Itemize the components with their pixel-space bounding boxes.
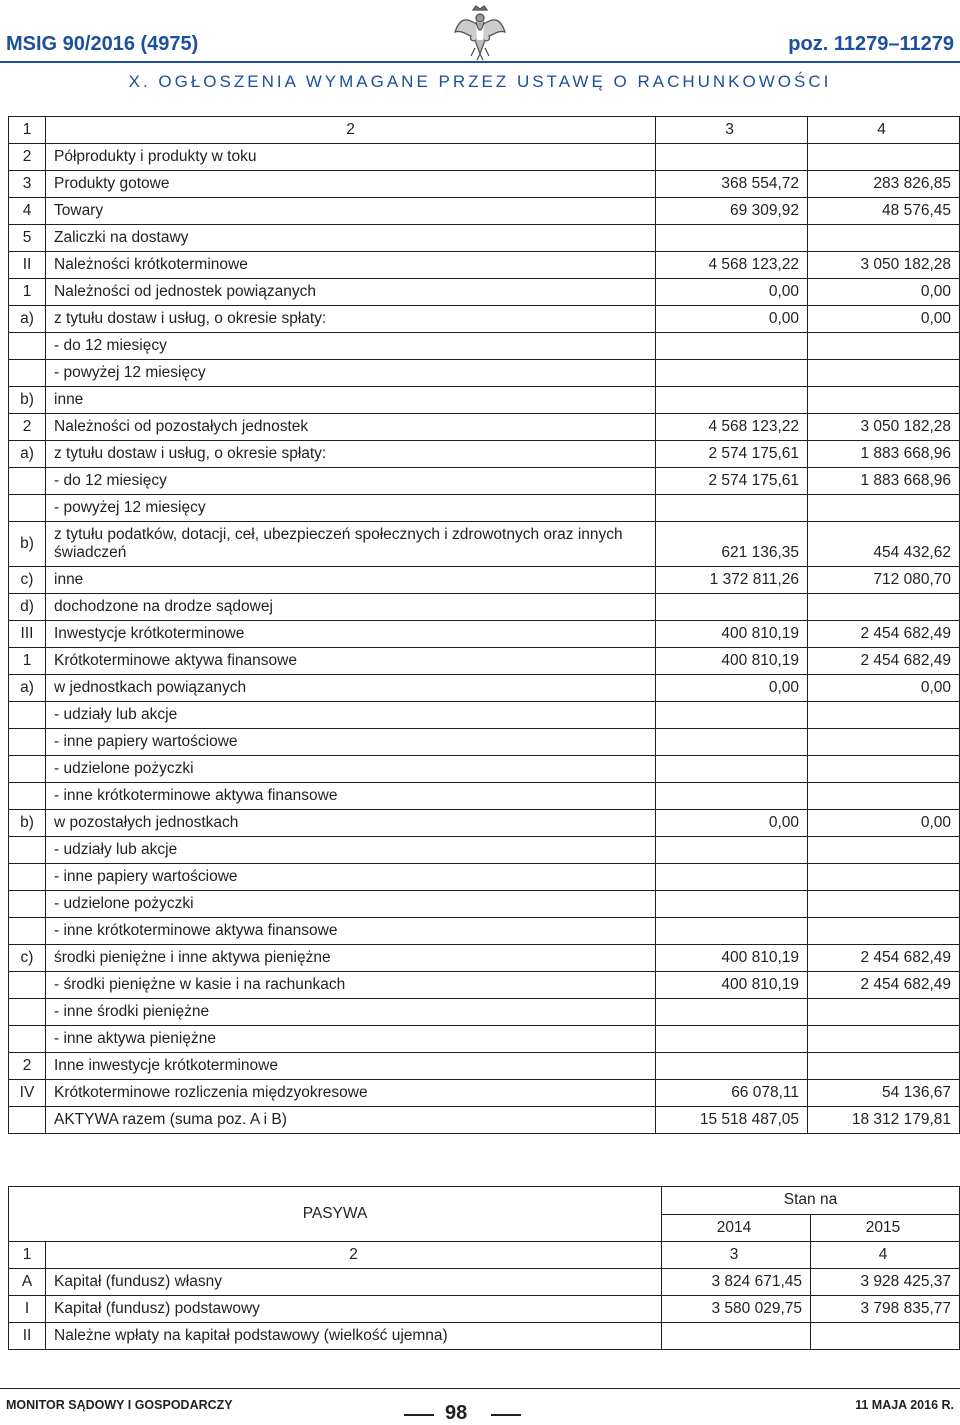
row-label-cell: - powyżej 12 miesięcy bbox=[46, 495, 656, 522]
row-index-cell: 3 bbox=[9, 171, 46, 198]
value-2015-cell bbox=[808, 864, 960, 891]
value-2014-cell: 1 372 811,26 bbox=[656, 567, 808, 594]
table-row bbox=[9, 864, 960, 891]
row-label-cell: Inwestycje krótkoterminowe bbox=[46, 621, 656, 648]
table-row bbox=[9, 252, 960, 279]
row-label-cell: - inne aktywa pieniężne bbox=[46, 1026, 656, 1053]
table-row bbox=[9, 756, 960, 783]
value-2014-cell bbox=[656, 864, 808, 891]
table-row bbox=[9, 441, 960, 468]
table-row bbox=[9, 144, 960, 171]
row-label-cell: Krótkoterminowe rozliczenia międzyokresowe bbox=[46, 1080, 656, 1107]
row-label-cell: - udzielone pożyczki bbox=[46, 756, 656, 783]
value-2015-cell bbox=[808, 333, 960, 360]
row-label-cell: inne bbox=[46, 567, 656, 594]
liabilities-table bbox=[8, 1186, 960, 1350]
value-2014-cell: 0,00 bbox=[656, 810, 808, 837]
value-2015-cell: 2 454 682,49 bbox=[808, 648, 960, 675]
table-row bbox=[9, 945, 960, 972]
table-row bbox=[9, 918, 960, 945]
row-index-cell: 1 bbox=[9, 648, 46, 675]
row-label-cell: dochodzone na drodze sądowej bbox=[46, 594, 656, 621]
row-label-cell: w pozostałych jednostkach bbox=[46, 810, 656, 837]
value-2014-cell bbox=[656, 756, 808, 783]
row-index-cell: 5 bbox=[9, 225, 46, 252]
row-label-cell: Kapitał (fundusz) własny bbox=[46, 1269, 662, 1296]
row-index-cell: d) bbox=[9, 594, 46, 621]
value-2014-cell: 2 574 175,61 bbox=[656, 441, 808, 468]
header-rule bbox=[0, 61, 960, 63]
value-2015-cell: 1 883 668,96 bbox=[808, 468, 960, 495]
value-2014-cell: 0,00 bbox=[656, 306, 808, 333]
value-2014-cell bbox=[656, 729, 808, 756]
row-label-cell: - inne krótkoterminowe aktywa finansowe bbox=[46, 783, 656, 810]
table-row bbox=[9, 387, 960, 414]
value-2014-cell: 3 824 671,45 bbox=[662, 1269, 811, 1296]
value-2014-cell: 400 810,19 bbox=[656, 972, 808, 999]
row-index-cell: b) bbox=[9, 387, 46, 414]
table-row bbox=[9, 648, 960, 675]
value-2014-cell bbox=[656, 594, 808, 621]
row-index-cell bbox=[9, 864, 46, 891]
polish-eagle-emblem bbox=[453, 4, 507, 62]
value-2014-cell: 15 518 487,05 bbox=[656, 1107, 808, 1134]
row-index-cell: 1 bbox=[9, 117, 46, 144]
value-2014-cell: 0,00 bbox=[656, 279, 808, 306]
row-label-cell: AKTYWA razem (suma poz. A i B) bbox=[46, 1107, 656, 1134]
row-index-cell: III bbox=[9, 621, 46, 648]
row-index-cell: II bbox=[9, 252, 46, 279]
assets-table bbox=[8, 116, 960, 1134]
table-row bbox=[9, 675, 960, 702]
row-label-cell: - udzielone pożyczki bbox=[46, 891, 656, 918]
table-row bbox=[9, 999, 960, 1026]
pasywa-header: PASYWA bbox=[9, 1187, 662, 1242]
table-row bbox=[9, 495, 960, 522]
value-2015-cell bbox=[808, 225, 960, 252]
value-2015-cell bbox=[808, 1026, 960, 1053]
value-2015-cell: 54 136,67 bbox=[808, 1080, 960, 1107]
page-dash-left bbox=[404, 1414, 434, 1416]
row-label-cell: - inne środki pieniężne bbox=[46, 999, 656, 1026]
table-row bbox=[9, 621, 960, 648]
value-2015-cell bbox=[808, 495, 960, 522]
value-2015-cell bbox=[808, 360, 960, 387]
value-2015-cell bbox=[808, 702, 960, 729]
table-row bbox=[9, 414, 960, 441]
value-2014-cell bbox=[656, 891, 808, 918]
table-row bbox=[9, 972, 960, 999]
row-index-cell: 1 bbox=[9, 1242, 46, 1269]
value-2014-cell bbox=[656, 360, 808, 387]
value-2015-cell bbox=[808, 144, 960, 171]
value-2014-cell: 3 bbox=[662, 1242, 811, 1269]
value-2014-cell: 3 580 029,75 bbox=[662, 1296, 811, 1323]
value-2015-cell bbox=[808, 1053, 960, 1080]
value-2014-cell bbox=[656, 918, 808, 945]
value-2014-cell bbox=[656, 225, 808, 252]
value-2014-cell bbox=[656, 999, 808, 1026]
row-label-cell: z tytułu podatków, dotacji, ceł, ubezpieczeń społecznych i zdrowotnych oraz innych świadczeń bbox=[46, 522, 656, 567]
row-label-cell: - do 12 miesięcy bbox=[46, 333, 656, 360]
value-2014-cell bbox=[656, 495, 808, 522]
page-dash-right bbox=[491, 1414, 521, 1416]
value-2015-cell: 3 050 182,28 bbox=[808, 252, 960, 279]
row-index-cell: A bbox=[9, 1269, 46, 1296]
table-row bbox=[9, 1026, 960, 1053]
row-index-cell bbox=[9, 999, 46, 1026]
value-2015-cell: 712 080,70 bbox=[808, 567, 960, 594]
table-row bbox=[9, 306, 960, 333]
value-2014-cell: 400 810,19 bbox=[656, 621, 808, 648]
row-index-cell: a) bbox=[9, 306, 46, 333]
table-row bbox=[9, 225, 960, 252]
table-row bbox=[9, 702, 960, 729]
value-2014-cell: 400 810,19 bbox=[656, 945, 808, 972]
value-2014-cell: 400 810,19 bbox=[656, 648, 808, 675]
publication-date: 11 MAJA 2016 R. bbox=[855, 1398, 954, 1412]
year-2015-header: 2015 bbox=[811, 1214, 960, 1242]
row-index-cell bbox=[9, 333, 46, 360]
table-row bbox=[9, 810, 960, 837]
row-label-cell: z tytułu dostaw i usług, o okresie spłaty: bbox=[46, 306, 656, 333]
table-row bbox=[9, 1053, 960, 1080]
row-label-cell: - do 12 miesięcy bbox=[46, 468, 656, 495]
value-2015-cell: 18 312 179,81 bbox=[808, 1107, 960, 1134]
row-index-cell bbox=[9, 1026, 46, 1053]
value-2015-cell: 1 883 668,96 bbox=[808, 441, 960, 468]
row-index-cell: II bbox=[9, 1323, 46, 1350]
value-2015-cell: 283 826,85 bbox=[808, 171, 960, 198]
row-index-cell bbox=[9, 891, 46, 918]
page-number: 98 bbox=[445, 1402, 468, 1424]
row-index-cell: b) bbox=[9, 522, 46, 567]
row-label-cell: Produkty gotowe bbox=[46, 171, 656, 198]
position-range: poz. 11279–11279 bbox=[788, 33, 954, 55]
table-row bbox=[9, 837, 960, 864]
value-2014-cell: 2 574 175,61 bbox=[656, 468, 808, 495]
row-label-cell: Towary bbox=[46, 198, 656, 225]
table-row bbox=[9, 1080, 960, 1107]
value-2015-cell bbox=[811, 1323, 960, 1350]
table-row bbox=[9, 360, 960, 387]
row-index-cell bbox=[9, 702, 46, 729]
row-index-cell: 2 bbox=[9, 414, 46, 441]
row-label-cell: 2 bbox=[46, 117, 656, 144]
footer-rule bbox=[0, 1388, 960, 1389]
row-label-cell: - środki pieniężne w kasie i na rachunkach bbox=[46, 972, 656, 999]
row-label-cell: 2 bbox=[46, 1242, 662, 1269]
row-label-cell: - inne krótkoterminowe aktywa finansowe bbox=[46, 918, 656, 945]
value-2015-cell: 3 798 835,77 bbox=[811, 1296, 960, 1323]
stan-na-header: Stan na bbox=[662, 1187, 960, 1215]
value-2015-cell bbox=[808, 387, 960, 414]
value-2014-cell bbox=[656, 1053, 808, 1080]
row-index-cell bbox=[9, 837, 46, 864]
value-2014-cell: 66 078,11 bbox=[656, 1080, 808, 1107]
row-label-cell: Półprodukty i produkty w toku bbox=[46, 144, 656, 171]
value-2015-cell: 0,00 bbox=[808, 675, 960, 702]
table-row bbox=[9, 783, 960, 810]
value-2014-cell: 69 309,92 bbox=[656, 198, 808, 225]
value-2014-cell bbox=[656, 1026, 808, 1053]
row-index-cell: 4 bbox=[9, 198, 46, 225]
value-2015-cell: 4 bbox=[811, 1242, 960, 1269]
row-label-cell: - udziały lub akcje bbox=[46, 837, 656, 864]
row-label-cell: z tytułu dostaw i usług, o okresie spłaty: bbox=[46, 441, 656, 468]
value-2014-cell bbox=[656, 837, 808, 864]
table-row bbox=[9, 1269, 960, 1296]
value-2015-cell: 0,00 bbox=[808, 306, 960, 333]
value-2015-cell bbox=[808, 729, 960, 756]
column-number-row bbox=[9, 1242, 960, 1269]
value-2015-cell: 3 050 182,28 bbox=[808, 414, 960, 441]
row-index-cell: c) bbox=[9, 567, 46, 594]
year-2014-header: 2014 bbox=[662, 1214, 811, 1242]
table-row bbox=[9, 1107, 960, 1134]
row-label-cell: w jednostkach powiązanych bbox=[46, 675, 656, 702]
row-label-cell: inne bbox=[46, 387, 656, 414]
value-2014-cell: 621 136,35 bbox=[656, 522, 808, 567]
value-2014-cell bbox=[656, 387, 808, 414]
row-label-cell: środki pieniężne i inne aktywa pieniężne bbox=[46, 945, 656, 972]
row-index-cell bbox=[9, 918, 46, 945]
row-label-cell: Należności krótkoterminowe bbox=[46, 252, 656, 279]
table-row bbox=[9, 522, 960, 567]
row-label-cell: Kapitał (fundusz) podstawowy bbox=[46, 1296, 662, 1323]
row-label-cell: - inne papiery wartościowe bbox=[46, 864, 656, 891]
value-2015-cell: 4 bbox=[808, 117, 960, 144]
row-index-cell: 2 bbox=[9, 1053, 46, 1080]
row-label-cell: - inne papiery wartościowe bbox=[46, 729, 656, 756]
row-index-cell bbox=[9, 756, 46, 783]
value-2015-cell bbox=[808, 837, 960, 864]
value-2014-cell: 4 568 123,22 bbox=[656, 252, 808, 279]
row-label-cell: Krótkoterminowe aktywa finansowe bbox=[46, 648, 656, 675]
row-label-cell: - udziały lub akcje bbox=[46, 702, 656, 729]
value-2015-cell bbox=[808, 999, 960, 1026]
row-label-cell: - powyżej 12 miesięcy bbox=[46, 360, 656, 387]
value-2014-cell: 368 554,72 bbox=[656, 171, 808, 198]
column-number-row bbox=[9, 117, 960, 144]
row-label-cell: Zaliczki na dostawy bbox=[46, 225, 656, 252]
table-row bbox=[9, 198, 960, 225]
value-2015-cell bbox=[808, 756, 960, 783]
value-2014-cell: 3 bbox=[656, 117, 808, 144]
publication-name: MONITOR SĄDOWY I GOSPODARCZY bbox=[6, 1398, 233, 1412]
row-index-cell bbox=[9, 783, 46, 810]
value-2014-cell: 4 568 123,22 bbox=[656, 414, 808, 441]
value-2015-cell: 2 454 682,49 bbox=[808, 972, 960, 999]
value-2014-cell bbox=[656, 702, 808, 729]
value-2015-cell: 0,00 bbox=[808, 279, 960, 306]
value-2014-cell bbox=[656, 144, 808, 171]
value-2014-cell bbox=[656, 783, 808, 810]
value-2015-cell: 454 432,62 bbox=[808, 522, 960, 567]
row-index-cell: c) bbox=[9, 945, 46, 972]
value-2014-cell bbox=[662, 1323, 811, 1350]
value-2015-cell: 0,00 bbox=[808, 810, 960, 837]
section-title: X. OGŁOSZENIA WYMAGANE PRZEZ USTAWĘ O RACHUNKOWOŚCI bbox=[128, 72, 832, 91]
value-2015-cell: 48 576,45 bbox=[808, 198, 960, 225]
table-row bbox=[9, 1296, 960, 1323]
row-index-cell bbox=[9, 972, 46, 999]
journal-issue: MSIG 90/2016 (4975) bbox=[6, 33, 199, 55]
table-row bbox=[9, 333, 960, 360]
value-2014-cell: 0,00 bbox=[656, 675, 808, 702]
table-row bbox=[9, 1323, 960, 1350]
row-index-cell bbox=[9, 360, 46, 387]
row-index-cell: I bbox=[9, 1296, 46, 1323]
value-2015-cell: 2 454 682,49 bbox=[808, 945, 960, 972]
row-index-cell: a) bbox=[9, 441, 46, 468]
value-2015-cell bbox=[808, 783, 960, 810]
value-2015-cell: 3 928 425,37 bbox=[811, 1269, 960, 1296]
row-index-cell: 1 bbox=[9, 279, 46, 306]
row-label-cell: Należności od jednostek powiązanych bbox=[46, 279, 656, 306]
row-index-cell: IV bbox=[9, 1080, 46, 1107]
row-index-cell: b) bbox=[9, 810, 46, 837]
table-row bbox=[9, 468, 960, 495]
row-index-cell bbox=[9, 1107, 46, 1134]
row-index-cell bbox=[9, 729, 46, 756]
table-row bbox=[9, 171, 960, 198]
table-row bbox=[9, 567, 960, 594]
value-2014-cell bbox=[656, 333, 808, 360]
table-row bbox=[9, 891, 960, 918]
value-2015-cell: 2 454 682,49 bbox=[808, 621, 960, 648]
row-label-cell: Należności od pozostałych jednostek bbox=[46, 414, 656, 441]
value-2015-cell bbox=[808, 594, 960, 621]
value-2015-cell bbox=[808, 918, 960, 945]
table-row bbox=[9, 594, 960, 621]
table-row bbox=[9, 279, 960, 306]
row-index-cell: a) bbox=[9, 675, 46, 702]
row-index-cell: 2 bbox=[9, 144, 46, 171]
row-label-cell: Inne inwestycje krótkoterminowe bbox=[46, 1053, 656, 1080]
row-label-cell: Należne wpłaty na kapitał podstawowy (wielkość ujemna) bbox=[46, 1323, 662, 1350]
row-index-cell bbox=[9, 468, 46, 495]
value-2015-cell bbox=[808, 891, 960, 918]
row-index-cell bbox=[9, 495, 46, 522]
table-row bbox=[9, 729, 960, 756]
